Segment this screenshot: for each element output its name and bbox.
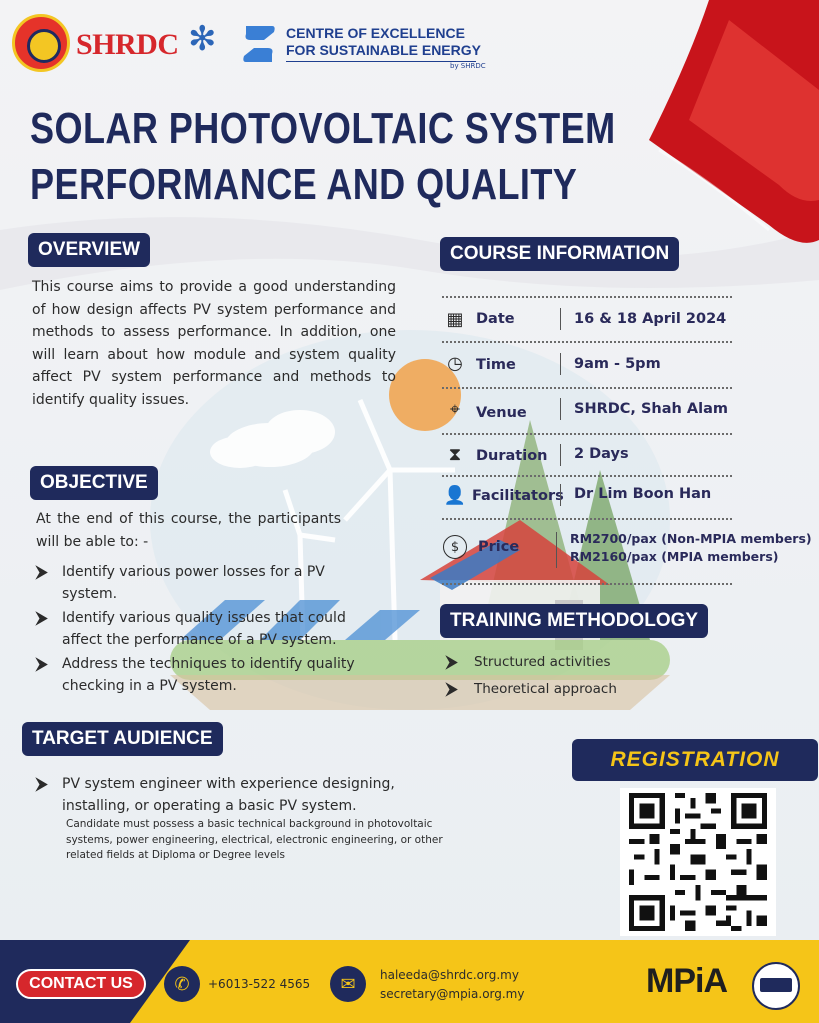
coe-line-2: FOR SUSTAINABLE ENERGY (286, 42, 481, 58)
time-label: Time (476, 357, 516, 373)
divider (560, 444, 561, 466)
price-icon: $ (443, 535, 467, 559)
page-title-line-2: PERFORMANCE AND QUALITY (30, 160, 578, 209)
time-value: 9am - 5pm (574, 356, 661, 372)
chevron-right-icon: ⮞ (36, 608, 48, 627)
objective-list (36, 561, 396, 697)
methodology-item-2: Theoretical approach (474, 681, 617, 697)
hrd-corp-badge (752, 962, 800, 1010)
list-item (36, 561, 396, 605)
divider (442, 475, 732, 477)
target-audience-heading: TARGET AUDIENCE (22, 722, 223, 756)
coe-logo-mark (240, 22, 278, 66)
hourglass-icon: ⧗ (448, 443, 462, 465)
methodology-item-1: Structured activities (474, 654, 611, 670)
list-item (36, 653, 396, 697)
chevron-right-icon: ⮞ (446, 652, 458, 671)
objective-item-1: Identify various power losses for a PV system. (62, 564, 325, 602)
divider (442, 387, 732, 389)
mpia-logo: MPiA (646, 962, 727, 1000)
mail-icon: ✉ (330, 966, 366, 1002)
divider (442, 518, 732, 520)
divider (442, 341, 732, 343)
duration-value: 2 Days (574, 446, 629, 462)
price-non-member: RM2700/pax (Non-MPIA members) (570, 531, 812, 546)
date-value: 16 & 18 April 2024 (574, 311, 727, 327)
chevron-right-icon: ⮞ (36, 774, 48, 793)
price-label: Price (478, 539, 520, 555)
divider (560, 308, 561, 330)
coe-by-text: by SHRDC (450, 62, 486, 70)
chevron-right-icon: ⮞ (36, 654, 48, 673)
divider (560, 353, 561, 375)
facilitators-value: Dr Lim Boon Han (574, 486, 712, 502)
registration-qr-code[interactable] (620, 788, 776, 936)
red-ribbon-decoration (649, 0, 819, 250)
divider (560, 398, 561, 420)
target-audience-item: PV system engineer with experience designing, installing, or operating a basic PV system. (62, 776, 395, 814)
page-title-line-1: SOLAR PHOTOVOLTAIC SYSTEM (30, 104, 616, 153)
contact-email-1[interactable]: haleeda@shrdc.org.my (380, 968, 519, 982)
facilitators-label: Facilitators (472, 488, 564, 504)
contact-us-button[interactable]: CONTACT US (16, 969, 146, 999)
target-audience-note: Candidate must possess a basic technical background in photovoltaic systems, power engineering, electrical, electronic engineering, or other related fields at Diploma or Degree levels (66, 818, 443, 861)
facilitator-icon: 👤 (443, 484, 467, 506)
coe-divider (286, 61, 476, 62)
divider (442, 296, 732, 298)
list-item (446, 678, 617, 700)
objective-item-2: Identify various quality issues that could affect the performance of a PV system. (62, 610, 346, 648)
course-information-heading: COURSE INFORMATION (440, 237, 679, 271)
clock-icon: ◷ (447, 352, 463, 374)
duration-label: Duration (476, 448, 548, 464)
objective-heading: OBJECTIVE (30, 466, 158, 500)
list-item (446, 651, 611, 673)
divider (442, 583, 732, 585)
venue-label: Venue (476, 405, 527, 421)
overview-heading: OVERVIEW (28, 233, 150, 267)
chevron-right-icon: ⮞ (446, 679, 458, 698)
calendar-icon: ▦ (446, 308, 464, 330)
divider (556, 532, 557, 568)
registration-heading: REGISTRATION (572, 739, 818, 781)
chevron-right-icon: ⮞ (36, 562, 48, 581)
location-pin-icon: ⌖ (449, 398, 461, 420)
selangor-seal-logo (12, 14, 70, 72)
overview-text: This course aims to provide a good understanding of how design affects PV system performance and methods to assess performance. In addition, one will learn about how module and system quality affect PV system performance and methods to identify quality issues. (32, 279, 396, 408)
objective-item-3: Address the techniques to identify quality checking in a PV system. (62, 656, 355, 694)
divider (442, 433, 732, 435)
shrdc-figure-icon: ✻ (188, 19, 217, 59)
coe-logo-text (286, 25, 481, 59)
shrdc-logo-text: SHRDC (76, 28, 179, 61)
list-item (36, 607, 396, 651)
price-member: RM2160/pax (MPIA members) (570, 549, 779, 564)
phone-icon: ✆ (164, 966, 200, 1002)
venue-value: SHRDC, Shah Alam (574, 401, 728, 417)
contact-email-2[interactable]: secretary@mpia.org.my (380, 987, 525, 1001)
date-label: Date (476, 311, 515, 327)
list-item (36, 773, 456, 817)
training-methodology-heading: TRAINING METHODOLOGY (440, 604, 708, 638)
objective-intro: At the end of this course, the participants will be able to: - (36, 511, 341, 550)
contact-phone[interactable]: +6013-522 4565 (208, 977, 311, 991)
coe-line-1: CENTRE OF EXCELLENCE (286, 25, 465, 41)
divider (560, 484, 561, 506)
